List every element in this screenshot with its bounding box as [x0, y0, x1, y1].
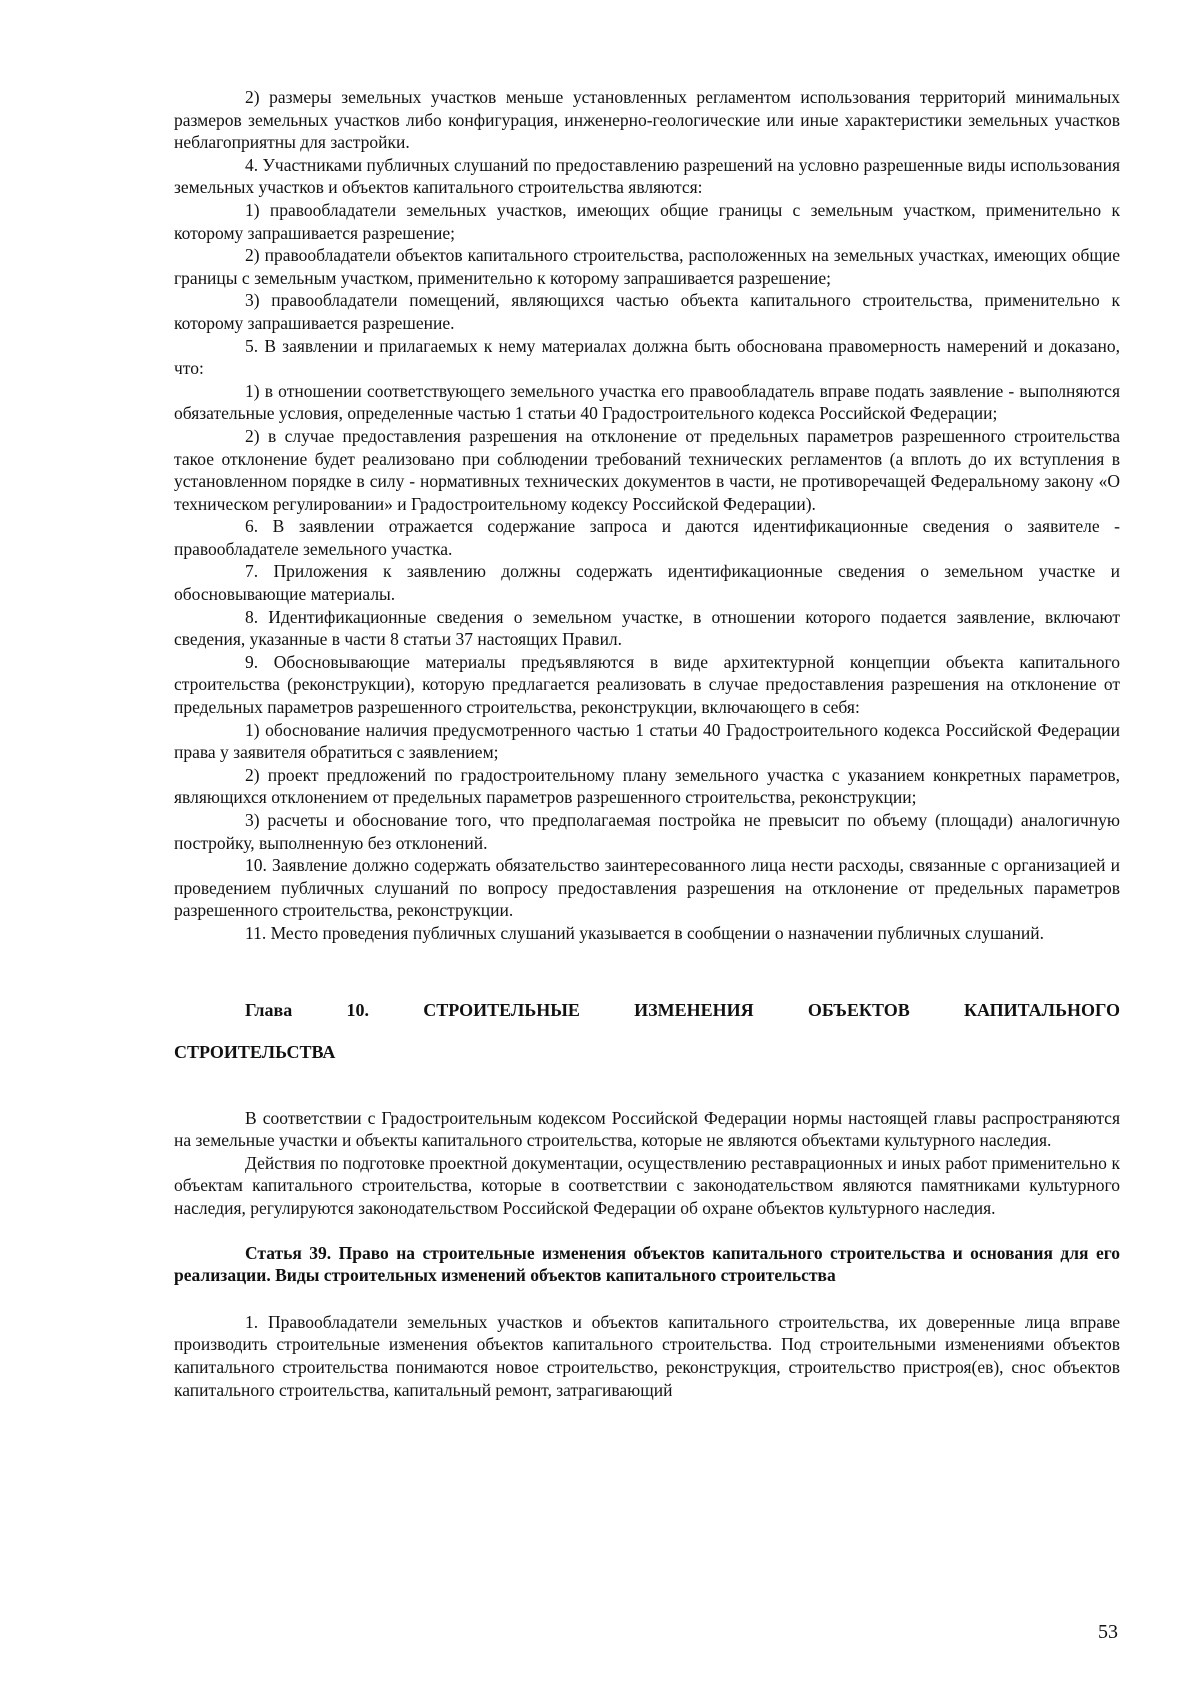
paragraph-chapter-scope: В соответствии с Градостроительным кодексом Российской Федерации нормы настоящей главы распространяются на земельные участки и объекты капитального строительства, которые не являются объектами культурного наследия. — [174, 1107, 1120, 1151]
paragraph-identification-info: 8. Идентификационные сведения о земельном участке, в отношении которого подается заявление, включают сведения, указанные в части 8 статьи 37 настоящих Правил. — [174, 606, 1120, 650]
list-item-right-justification: 1) обоснование наличия предусмотренного частью 1 статьи 40 Градостроительного кодекса Российской Федерации права у заявителя обратиться с заявлением; — [174, 719, 1120, 763]
list-item-land-owners: 1) правообладатели земельных участков, имеющих общие границы с земельным участком, применительно к которому запрашивается разрешение; — [174, 199, 1120, 243]
page-content — [174, 86, 1120, 1401]
paragraph-supporting-materials: 9. Обосновывающие материалы предъявляются в виде архитектурной концепции объекта капитального строительства (реконструкции), которую предлагается реализовать в случае предоставления разрешения на отклонение от предельных параметров разрешенного строительства, реконструкции, включающего в себя: — [174, 651, 1120, 718]
paragraph-construction-changes: 1. Правообладатели земельных участков и объектов капитального строительства, их доверенные лица вправе производить строительные изменения объектов капитального строительства. Под строительными изменениями объектов капитального строительства понимаются новое строительство, реконструкция, строительство пристроя(ев), снос объектов капитального строительства, капитальный ремонт, затрагивающий — [174, 1311, 1120, 1400]
spacer — [174, 1073, 1120, 1107]
paragraph-expenses-obligation: 10. Заявление должно содержать обязательство заинтересованного лица нести расходы, связанные с организацией и проведением публичных слушаний по вопросу предоставления разрешения на отклонение от предельных параметров разрешенного строительства, реконструкции. — [174, 855, 1120, 921]
chapter-title: Глава 10. СТРОИТЕЛЬНЫЕ ИЗМЕНЕНИЯ ОБЪЕКТОВ КАПИТАЛЬНОГО СТРОИТЕЛЬСТВА — [174, 999, 1120, 1062]
paragraph-cultural-heritage: Действия по подготовке проектной документации, осуществлению реставрационных и иных работ применительно к объектам капитального строительства, которые в соответствии с законодательством являются памятниками культурного наследия, регулируются законодательством Российской Федерации об охране объектов культурного наследия. — [174, 1152, 1120, 1218]
paragraph-application-attachments: 7. Приложения к заявлению должны содержать идентификационные сведения о земельном участке и обосновывающие материалы. — [174, 561, 1120, 605]
paragraph-application-content: 6. В заявлении отражается содержание запроса и даются идентификационные сведения о заявителе - правообладателе земельного участка. — [174, 516, 1120, 559]
list-item-plan-proposals: 2) проект предложений по градостроительному плану земельного участка с указанием конкретных параметров, являющихся отклонением от предельных параметров разрешенного строительства, реконструкции; — [174, 764, 1120, 808]
list-item-calculations: 3) расчеты и обоснование того, что предполагаемая постройка не превысит по объему (площади) аналогичную постройку, выполненную без отклонений. — [174, 810, 1120, 853]
paragraph-land-size-condition: 2) размеры земельных участков меньше установленных регламентом использования территорий минимальных размеров земельных участков либо конфигурация, инженерно-геологические или иные характеристики земельных участков неблагоприятны для застройки. — [174, 87, 1120, 153]
paragraph-application-justification: 5. В заявлении и прилагаемых к нему материалах должна быть обоснована правомерность намерений и доказано, что: — [174, 335, 1120, 379]
list-item-building-owners: 2) правообладатели объектов капитального строительства, расположенных на земельных участках, имеющих общие границы с земельным участком, применительно к которому запрашивается разрешение; — [174, 245, 1120, 288]
paragraph-hearing-participants: 4. Участниками публичных слушаний по предоставлению разрешений на условно разрешенные виды использования земельных участков и объектов капитального строительства являются: — [174, 154, 1120, 198]
list-item-technical-regulations: 2) в случае предоставления разрешения на отклонение от предельных параметров разрешенного строительства такое отклонение будет реализовано при соблюдении требований технических регламентов (а вплоть до их вступления в установленном порядке в силу - нормативных технических документов в части, не противоречащей Федеральному закону «О техническом регулировании» и Градостроительному кодексу Российской Федерации). — [174, 425, 1120, 514]
spacer — [174, 1287, 1120, 1311]
page-number: 53 — [1098, 1621, 1118, 1643]
list-item-premises-owners: 3) правообладатели помещений, являющихся частью объекта капитального строительства, применительно к которому запрашивается разрешение. — [174, 290, 1120, 333]
article-title: Статья 39. Право на строительные изменения объектов капитального строительства и основания для его реализации. Виды строительных изменений объектов капитального строительства — [174, 1242, 1120, 1286]
list-item-right-to-apply: 1) в отношении соответствующего земельного участка его правообладатель вправе подать заявление - выполняются обязательные условия, определенные частью 1 статьи 40 Градостроительного кодекса Российской Федерации; — [174, 380, 1120, 424]
paragraph-hearing-location: 11. Место проведения публичных слушаний указывается в сообщении о назначении публичных слушаний. — [245, 922, 1044, 943]
